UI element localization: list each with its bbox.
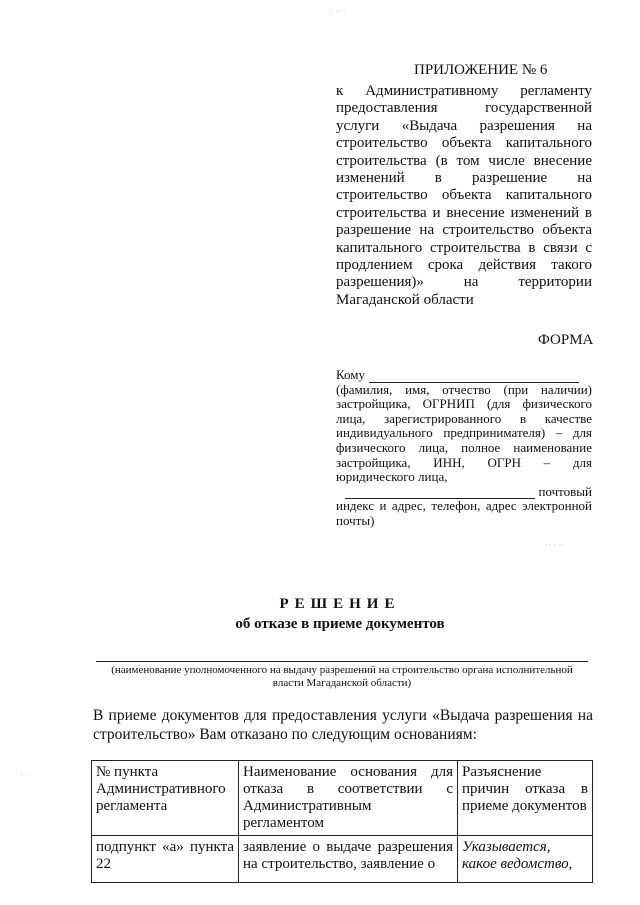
organ-blank-line xyxy=(96,661,588,662)
recipient-caption-end: индекс и адрес, телефон, адрес электронной почты) xyxy=(336,498,592,528)
header-explanation: Разъяснение причин отказа в приеме документов xyxy=(458,761,593,836)
recipient-label: Кому xyxy=(336,367,366,382)
postal-label: почтовый xyxy=(538,483,592,499)
row-reason: заявление о выдаче разрешения на строительство, заявление о xyxy=(239,836,458,883)
appendix-reference: к Административному регламенту предоставления государственной услуги «Выдача разрешения на строительство объекта капитального строительства (в том числе внесение изменений в разрешение на строительство объекта капитального строительства и внесение изменений в разрешение на строительство объекта капитального строительства в связи с продлением срока действия такого разрешения)» на территории Магаданской области xyxy=(336,83,592,308)
postal-line xyxy=(336,485,592,500)
recipient-blank-line xyxy=(369,370,579,383)
row-explanation: Указывается, какое ведомство, xyxy=(458,836,593,883)
reasons-table xyxy=(91,760,593,883)
intro-paragraph: В приеме документов для предоставления услуги «Выдача разрешения на строительство» Вам отказано по следующим основаниям: xyxy=(93,707,593,743)
recipient-line xyxy=(336,368,592,383)
scan-artifact: · ·· · xyxy=(330,6,347,16)
header-reason: Наименование основания для отказа в соответствии с Административным регламентом xyxy=(239,761,458,836)
recipient-caption: (фамилия, имя, отчество (при наличии) застройщика, ОГРНИП (для физического лица, зарегистрированного в качестве индивидуального предпринимателя) – для физического лица, полное наименование застройщика, ИНН, ОГРН – для юридического лица, xyxy=(336,381,592,485)
decision-title: РЕШЕНИЕ xyxy=(279,596,401,612)
appendix-title: ПРИЛОЖЕНИЕ № 6 xyxy=(414,62,548,78)
recipient-block xyxy=(336,368,592,529)
table-row xyxy=(92,836,593,883)
form-label: ФОРМА xyxy=(538,332,594,348)
scan-artifact: · · xyxy=(20,770,29,780)
decision-subtitle: об отказе в приеме документов xyxy=(235,616,445,632)
organ-caption: (наименование уполномоченного на выдачу разрешений на строительство органа исполнительной власти Магаданской области) xyxy=(111,664,573,689)
header-point: № пункта Административного регламента xyxy=(92,761,239,836)
table-header-row xyxy=(92,761,593,836)
scan-artifact: ·· · ·· xyxy=(545,540,565,550)
row-point: подпункт «а» пункта 22 xyxy=(92,836,239,883)
